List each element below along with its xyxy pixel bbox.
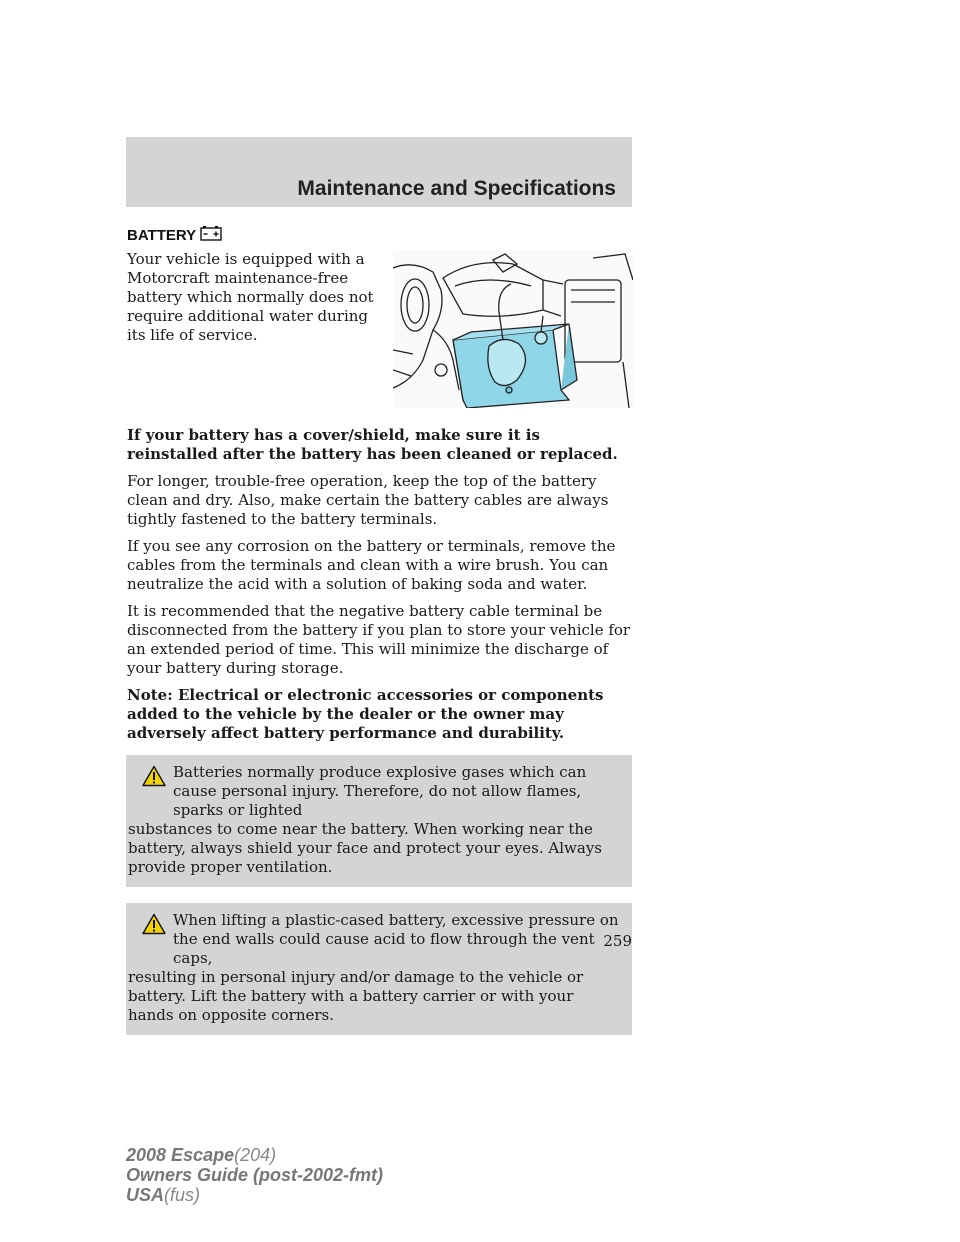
warning-text-rest: substances to come near the battery. When working near the battery, always shield your face and protect your eyes. Always provide proper ventilation. <box>128 820 603 876</box>
warning-text-rest: resulting in personal injury and/or damage to the vehicle or battery. Lift the battery with a battery carrier or with your hands on opposite corners. <box>128 968 584 1024</box>
intro-paragraph: Your vehicle is equipped with a Motorcraft maintenance-free battery which normally does not require additional water during its life of service. <box>127 250 374 344</box>
warning-text-first: Batteries normally produce explosive gases which can cause personal injury. Therefore, do not allow flames, sparks or lighted <box>173 763 587 819</box>
paragraph-cover-shield: If your battery has a cover/shield, make sure it is reinstalled after the battery has been cleaned or replaced. <box>127 426 618 463</box>
section-title <box>127 225 222 245</box>
footer-guide: Owners Guide (post-2002-fmt) <box>126 1165 384 1185</box>
footer-model-code: (204) <box>234 1145 277 1165</box>
page-number: 259 <box>603 932 632 950</box>
section-title-text: BATTERY <box>127 226 197 244</box>
battery-icon <box>200 225 222 245</box>
footer <box>126 1145 383 1205</box>
footer-model: 2008 Escape <box>126 1145 235 1165</box>
engine-battery-illustration <box>393 250 633 408</box>
footer-market-code: (fus) <box>164 1185 201 1205</box>
page-title: Maintenance and Specifications <box>297 177 616 200</box>
body-text <box>127 426 632 1051</box>
footer-market: USA <box>126 1185 165 1205</box>
warning-box-explosive-gases <box>126 755 632 887</box>
paragraph-note: Note: Electrical or electronic accessories or components added to the vehicle by the dealer or the owner may adversely affect battery performance and durability. <box>127 686 604 742</box>
paragraph-clean-dry: For longer, trouble-free operation, keep the top of the battery clean and dry. Also, make certain the battery cables are always tightly fastened to the battery terminals. <box>127 472 609 528</box>
warning-box-lifting <box>126 903 632 1035</box>
paragraph-corrosion: If you see any corrosion on the battery or terminals, remove the cables from the terminals and clean with a wire brush. You can neutralize the acid with a solution of baking soda and water. <box>127 537 616 593</box>
paragraph-storage: It is recommended that the negative battery cable terminal be disconnected from the battery if you plan to store your vehicle for an extended period of time. This will minimize the discharge of your battery during storage. <box>127 602 631 677</box>
header-band <box>126 137 632 207</box>
warning-text-first: When lifting a plastic-cased battery, excessive pressure on the end walls could cause acid to flow through the vent caps, <box>173 911 619 967</box>
warning-triangle-icon <box>142 765 166 792</box>
warning-triangle-icon <box>142 913 166 940</box>
